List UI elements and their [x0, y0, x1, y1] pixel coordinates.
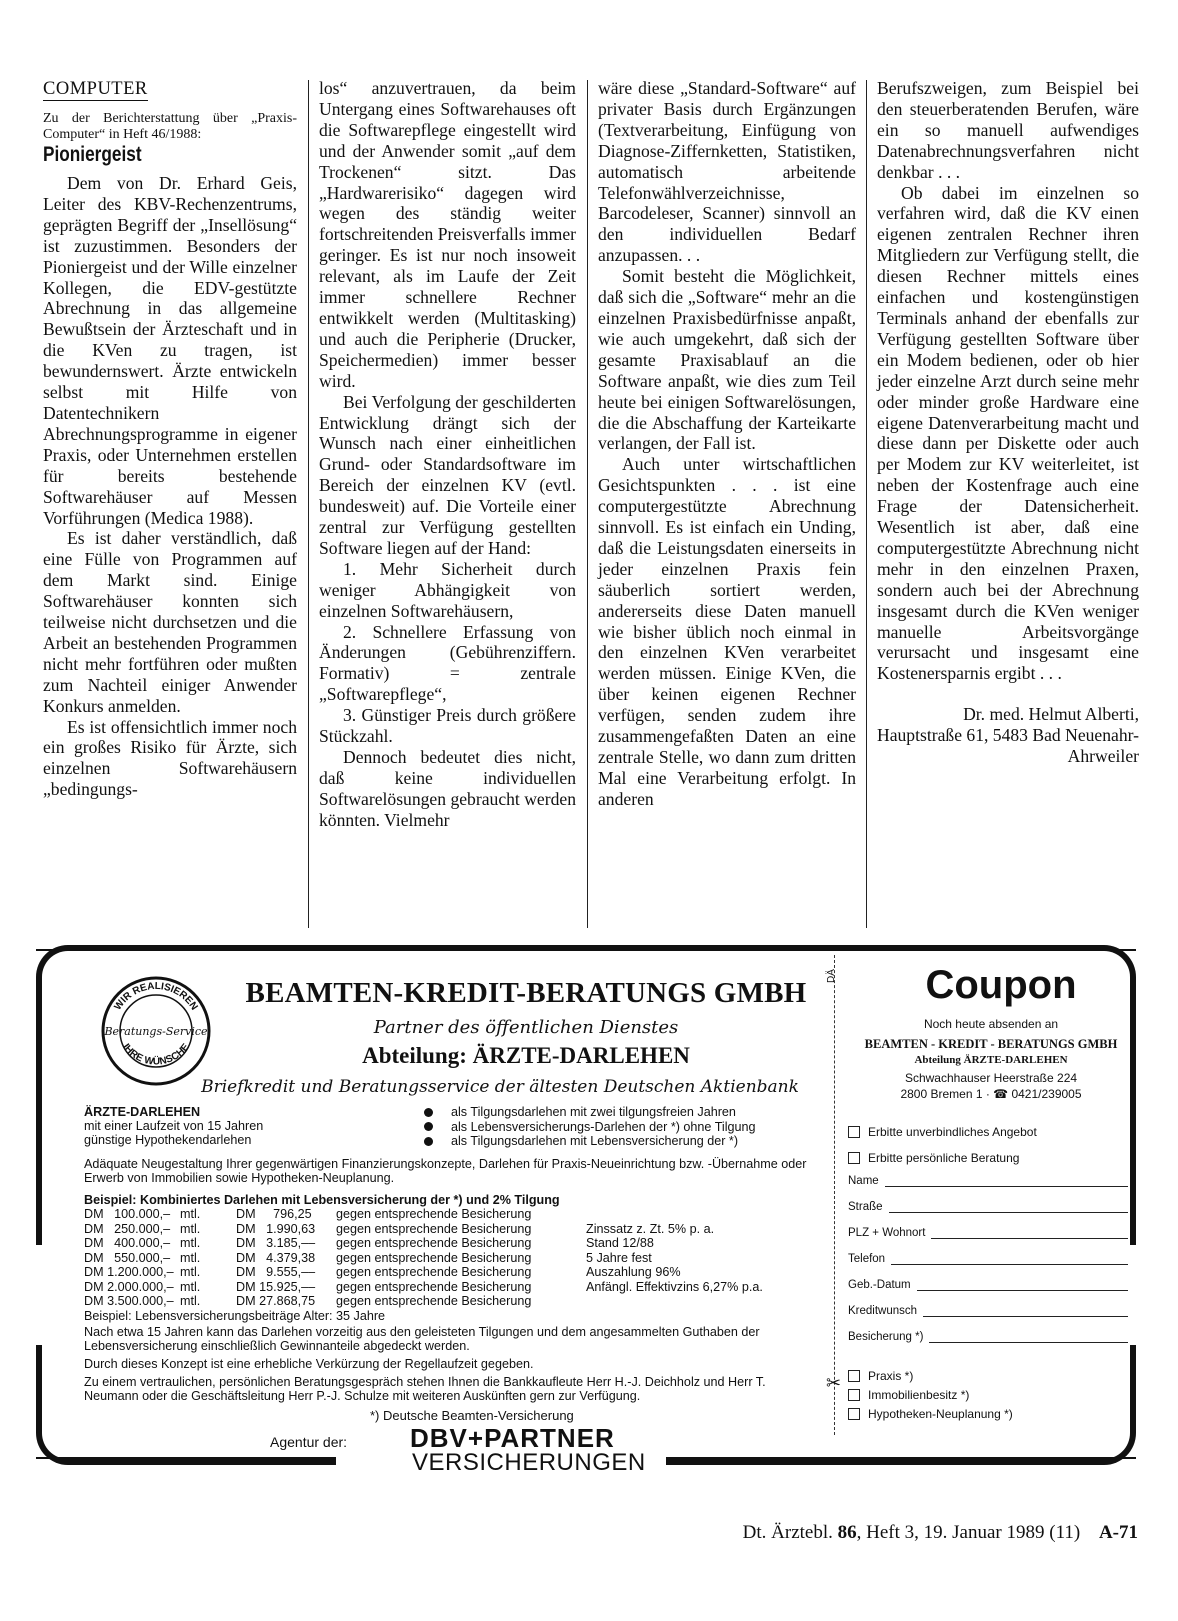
rate-note	[586, 1207, 786, 1222]
coupon-city-phone: 2800 Bremen 1 · ☎ 0421/239005	[900, 1087, 1082, 1101]
option-mortgage[interactable]	[848, 1407, 1013, 1421]
field-label: Kreditwunsch	[848, 1305, 918, 1317]
rate-desc: gegen entsprechende Besicherung	[336, 1207, 532, 1221]
field-label: Straße	[848, 1201, 883, 1213]
ad-subline: Briefkredit und Beratungsservice der ältesten Deutschen Aktienbank	[201, 1077, 799, 1097]
col1-paragraph: Dem von Dr. Erhard Geis, Leiter des KBV-Rechenzentrums, geprägten Begriff der „Insellösung“ ist zuzustimmen. Besonders der Pioniergeist und der Wille einzelner Kollegen, die EDV-gestützte Abrechnung in das allgemeine Bewußtsein der Ärzteschaft und in die KVen zu tragen, ist bewundernswert. Ärzte entwickeln selbst mit Hilfe von Datentechnikern Abrechnungsprogramme in eigener Praxis, oder Unternehmen erstellen für bereits bestehende Softwarehäuser auf Messen Vorführungen (Medica 1988).	[43, 173, 297, 528]
col2-paragraph: Dennoch bedeutet dies nicht, daß keine individuellen Softwarelösungen gebraucht werden könnten. Vielmehr	[319, 747, 576, 830]
rate-desc: gegen entsprechende Besicherung	[336, 1236, 532, 1250]
bullet-icon	[424, 1137, 433, 1146]
issue-date: , Heft 3, 19. Januar 1989 (11)	[856, 1522, 1081, 1543]
bullet-icon	[424, 1122, 433, 1131]
col1-paragraph: Es ist daher verständlich, daß eine Fülle von Programmen auf dem Markt sind. Einige Softwarehäuser konnten sich teilweise nicht durchsetzen und die Arbeit an bestehenden Programmen nicht mehr fortführen oder mußten zum Nachteil einiger Anwender Konkurs anmelden.	[43, 528, 297, 716]
rate-note: 5 Jahre fest	[586, 1250, 652, 1265]
example-heading: Beispiel: Kombiniertes Darlehen mit Lebensversicherung der *) und 2% Tilgung	[84, 1193, 560, 1207]
rate-amount: DM 2.000.000,–	[84, 1279, 174, 1294]
field-city[interactable]	[848, 1227, 1128, 1239]
ad-paragraph: Zu einem vertraulichen, persönlichen Beratungsgespräch stehen Ihnen die Bankkaufleute Herr H.-J. Deichholz und Herr T. Neumann oder die Geschäftsleitung Herr P.-J. Schulze mit weiteren Auskünften gern zur Verfügung.	[84, 1375, 766, 1403]
seal-center-text: Beratungs-Service	[104, 1025, 208, 1038]
option-label: Immobilienbesitz *)	[868, 1388, 970, 1402]
ad-department: Abteilung: ÄRZTE-DARLEHEN	[362, 1043, 690, 1068]
rate-note: Auszahlung 96%	[586, 1265, 681, 1279]
col2-list-item: 3. Günstiger Preis durch größere Stückzahl.	[319, 705, 576, 747]
rate-desc: gegen entsprechende Besicherung	[336, 1250, 532, 1265]
rate-row	[84, 1294, 786, 1309]
ad-example-block	[84, 1193, 824, 1323]
column-rule	[866, 80, 867, 928]
journal-volume: 86	[837, 1522, 857, 1543]
rate-row	[84, 1236, 786, 1251]
rate-amount: DM 1.200.000,–	[84, 1265, 174, 1279]
col1-paragraph: Es ist offensichtlich immer noch ein großes Risiko für Ärzte, sich einzelnen Softwarehäusern „bedingungs-	[43, 716, 297, 800]
agency-label: Agentur der:	[270, 1434, 348, 1450]
advertisement	[36, 945, 1140, 1476]
col4-paragraph: Berufszweigen, zum Beispiel bei den steuerberatenden Berufen, wäre ein so manuell aufwendiges Datenabrechnungsverfahren nicht denkbar . . .	[877, 78, 1139, 182]
checkbox-icon[interactable]	[848, 1126, 860, 1138]
coupon-send-note: Noch heute absenden an	[923, 1017, 1059, 1031]
page-footer	[620, 1522, 1138, 1544]
checkbox-icon[interactable]	[848, 1408, 860, 1420]
column-1	[43, 78, 297, 933]
col2-paragraph: los“ anzuvertrauen, da beim Untergang eines Softwarehauses oft die Softwarepflege eingestellt wird und der Anwender somit „auf dem Trockenen“ sitzt. Das „Hardwarerisiko“ dagegen wird wegen des ständig weiter fortschreitenden Preisverfalls immer geringer. Es ist nur noch insoweit relevant, als im Laufe der Zeit immer schnellere Rechner entwikkelt werden (Multitasking) und auch die Peripherie (Drucker, Speichermedien) immer besser wird.	[319, 78, 576, 391]
rate-desc: gegen entsprechende Besicherung	[336, 1221, 532, 1236]
column-2	[319, 78, 576, 933]
ad-main	[60, 945, 830, 1476]
rate-row	[84, 1265, 786, 1280]
rate-amount: DM 3.500.000,–	[84, 1294, 174, 1308]
rate-rate: DM 796,25	[236, 1207, 312, 1221]
ad-tagline: Partner des öffentlichen Dienstes	[373, 1017, 679, 1038]
ad-paragraph: Nach etwa 15 Jahren kann das Darlehen vorzeitig aus den geleisteten Tilgungen und dem angesammelten Guthaben der Lebensversicherung einschließlich Gewinnanteile abgedeckt werden.	[84, 1325, 760, 1353]
rate-rate: DM 3.185,––	[236, 1236, 316, 1250]
col4-paragraph: Ob dabei im einzelnen so verfahren wird, daß die KV einen eigenen zentralen Rechner ihren Mitgliedern zur Verfügung stellt, die diesen Rechner mittels eines einfachen und kostengünstigen Terminals anhand der ebenfalls zur Verfügung gestellten Software über ein Modem bedienen, oder ob hier jeder einzelne Arzt durch seine mehr oder minder große Hardware eine eigene Datenverarbeitung macht und diese dann per Diskette oder auch per Modem zur KV weiterleitet, ist neben der Kostenfrage auch eine Frage der Datensicherheit. Wesentlich ist aber, daß eine computergestützte Abrechnung nicht mehr in den einzelnen Praxen, sondern auch bei der Abrechnung insgesamt durch die KVen weniger manuelle Arbeitsvorgänge verursacht und insgesamt eine Kostenersparnis ergibt . . .	[877, 182, 1139, 684]
coupon-street: Schwachhauser Heerstraße 224	[904, 1071, 1078, 1085]
rate-rate: DM 9.555,––	[236, 1265, 316, 1279]
rate-unit: mtl.	[180, 1221, 201, 1236]
beratungs-service-seal	[100, 975, 212, 1087]
intro-text: Zu der Berichterstattung über „Praxis-Computer“ in Heft 46/1988:	[43, 111, 297, 142]
rate-note: Stand 12/88	[586, 1236, 654, 1250]
page-number: A-71	[1098, 1522, 1138, 1543]
field-label: PLZ + Wohnort	[848, 1227, 926, 1239]
option-label: Hypotheken-Neuplanung *)	[868, 1407, 1013, 1421]
column-4	[877, 78, 1139, 933]
rate-amount: DM 400.000,–	[84, 1236, 171, 1250]
loan-line: günstige Hypothekendarlehen	[84, 1133, 252, 1147]
rate-unit: mtl.	[180, 1207, 201, 1221]
ad-paragraph: Durch dieses Konzept ist eine erhebliche Verkürzung der Regellaufzeit gegeben.	[84, 1357, 534, 1371]
field-birthdate[interactable]	[848, 1279, 1128, 1291]
rate-row	[84, 1222, 786, 1237]
rate-note: Anfängl. Effektivzins 6,27% p.a.	[586, 1279, 763, 1294]
rate-desc: gegen entsprechende Besicherung	[336, 1294, 532, 1308]
rate-desc: gegen entsprechende Besicherung	[336, 1279, 532, 1294]
coupon-title: Coupon	[925, 963, 1077, 1007]
insurer-note: *) Deutsche Beamten-Versicherung	[370, 1408, 574, 1423]
col2-list-item: 1. Mehr Sicherheit durch weniger Abhängigkeit von einzelnen Softwarehäusern,	[319, 558, 576, 621]
coupon-department: Abteilung ÄRZTE-DARLEHEN	[914, 1054, 1068, 1066]
coupon-code: DÄ	[826, 969, 837, 983]
seal-bottom-text: IHRE WÜNSCHE	[120, 1041, 192, 1068]
coupon	[826, 945, 1136, 1465]
rate-rate: DM 27.868,75	[236, 1294, 316, 1308]
col2-list-item: 2. Schnellere Erfassung von Änderungen (Gebührenziffern. Formativ) = zentrale „Softwarepflege“,	[319, 621, 576, 705]
rate-amount: DM 550.000,–	[84, 1250, 171, 1265]
col3-paragraph: wäre diese „Standard-Software“ auf privater Basis durch Ergänzungen (Textverarbeitung, Einfügung von Diagnose-Ziffernketten, Statistiken, automatisch arbeitende Telefonwählverzeichnisse, Barcodeleser, Scanner) sinnvoll an den individuellen Bedarf anzupassen. . .	[598, 78, 856, 266]
field-label: Name	[848, 1175, 879, 1187]
rate-note: Zinssatz z. Zt. 5% p. a.	[586, 1221, 715, 1236]
rate-rate: DM 15.925,––	[236, 1279, 316, 1294]
field-label: Geb.-Datum	[848, 1279, 911, 1291]
field-credit-wish[interactable]	[848, 1305, 1128, 1317]
coupon-cut-line	[834, 955, 835, 1435]
svg-text:WIR REALISIEREN	[112, 981, 199, 1012]
loan-line: mit einer Laufzeit von 15 Jahren	[84, 1119, 264, 1133]
scissors-icon: ✂	[826, 1373, 842, 1393]
article-columns	[40, 78, 1138, 933]
loan-heading: ÄRZTE-DARLEHEN	[84, 1105, 201, 1119]
checkbox-icon[interactable]	[848, 1389, 860, 1401]
checkbox-icon[interactable]	[848, 1370, 860, 1382]
ad-company-name: BEAMTEN-KREDIT-BERATUNGS GMBH	[245, 977, 807, 1009]
checkbox-label: Erbitte persönliche Beratung	[868, 1151, 1020, 1165]
checkbox-consultation[interactable]	[848, 1151, 1019, 1165]
rate-unit: mtl.	[180, 1265, 201, 1279]
rate-unit: mtl.	[180, 1279, 201, 1294]
rate-unit: mtl.	[180, 1236, 201, 1250]
rate-amount: DM 250.000,–	[84, 1221, 171, 1236]
rate-unit: mtl.	[180, 1250, 201, 1265]
checkbox-label: Erbitte unverbindliches Angebot	[868, 1125, 1037, 1139]
option-label: Praxis *)	[868, 1369, 914, 1383]
rate-rate: DM 4.379,38	[236, 1250, 316, 1265]
column-3	[598, 78, 856, 933]
headline: Pioniergeist	[43, 143, 142, 166]
versicherungen-text: VERSICHERUNGEN	[412, 1449, 646, 1476]
rate-rate: DM 1.990,63	[236, 1221, 316, 1236]
rate-row	[84, 1251, 786, 1266]
field-phone[interactable]	[848, 1253, 1128, 1265]
rate-unit: mtl.	[180, 1294, 201, 1308]
col3-paragraph: Somit besteht die Möglichkeit, daß sich die „Software“ mehr an die einzelnen Praxisbedürfnisse anpaßt, wie auch umgekehrt, daß sich der gesamte Praxisablauf an die Software anpaßt, wie dies zum Teil heute bei einigen Softwarelösungen, die die Abschaffung der Karteikarte verlangen, der Fall ist.	[598, 266, 856, 454]
loan-option: als Tilgungsdarlehen mit zwei tilgungsfreien Jahren	[451, 1105, 736, 1120]
letter-signature: Dr. med. Helmut Alberti, Hauptstraße 61, 5483 Bad Neuenahr-Ahrweiler	[877, 704, 1140, 767]
seal-top-text: WIR REALISIEREN	[112, 980, 200, 1013]
rate-note	[586, 1294, 786, 1309]
section-label: COMPUTER	[43, 79, 148, 99]
svg-text:IHRE WÜNSCHE	[120, 1041, 192, 1067]
field-security[interactable]	[848, 1331, 1128, 1343]
field-label: Besicherung *)	[848, 1331, 924, 1343]
loan-option: als Tilgungsdarlehen mit Lebensversicherung der *)	[451, 1134, 739, 1149]
option-property[interactable]	[848, 1388, 969, 1402]
field-name[interactable]	[848, 1175, 1128, 1187]
rate-desc: gegen entsprechende Besicherung	[336, 1265, 532, 1279]
checkbox-offer[interactable]	[848, 1125, 1037, 1139]
coupon-company: BEAMTEN - KREDIT - BERATUNGS GMBH	[864, 1037, 1118, 1051]
loan-option: als Lebensversicherungs-Darlehen der *) ohne Tilgung	[451, 1119, 756, 1134]
age-note: Beispiel: Lebensversicherungsbeiträge Alter: 35 Jahre	[84, 1308, 386, 1323]
ad-paragraph: Adäquate Neugestaltung Ihrer gegenwärtigen Finanzierungskonzepte, Darlehen für Praxis-Neueinrichtung bzw. -Übernahme oder Erwerb von Immobilien sowie Hypotheken-Neuplanung.	[84, 1157, 807, 1185]
column-rule	[308, 80, 309, 928]
rates-table	[84, 1207, 786, 1309]
rate-amount: DM 100.000,–	[84, 1207, 171, 1221]
rate-row	[84, 1280, 786, 1295]
dbv-partner-logo: DBV+PARTNER	[410, 1423, 615, 1453]
option-practice[interactable]	[848, 1369, 913, 1383]
column-rule	[587, 80, 588, 928]
journal-name: Dt. Ärztebl.	[742, 1522, 833, 1543]
field-label: Telefon	[848, 1253, 886, 1265]
checkbox-icon[interactable]	[848, 1152, 860, 1164]
field-street[interactable]	[848, 1201, 1128, 1213]
col2-paragraph: Bei Verfolgung der geschilderten Entwicklung drängt sich der Wunsch nach einer einheitlichen Grund- oder Standardsoftware im Bereich der einzelnen KV (evtl. bundesweit) auf. Die Vorteile einer zentral zur Verfügung gestellten Software liegen auf der Hand:	[319, 391, 576, 558]
bullet-icon	[424, 1108, 433, 1117]
rate-row	[84, 1207, 786, 1222]
col3-paragraph: Auch unter wirtschaftlichen Gesichtspunkten . . . ist eine computergestützte Abrechnung sinnvoll. Es ist einfach ein Unding, daß die Leistungsdaten einerseits in jeder einzelnen Praxis fein säuberlich sortiert werden, andererseits diese Daten manuell wie bisher üblich noch einmal in den einzelnen KVen verarbeitet werden müssen. Einige KVen, die über keinen eigenen Rechner verfügen, senden zudem ihre zusammengefaßten Daten an eine zentrale Stelle, wo dann zum dritten Mal eine Verarbeitung erfolgt. In anderen	[598, 454, 856, 809]
